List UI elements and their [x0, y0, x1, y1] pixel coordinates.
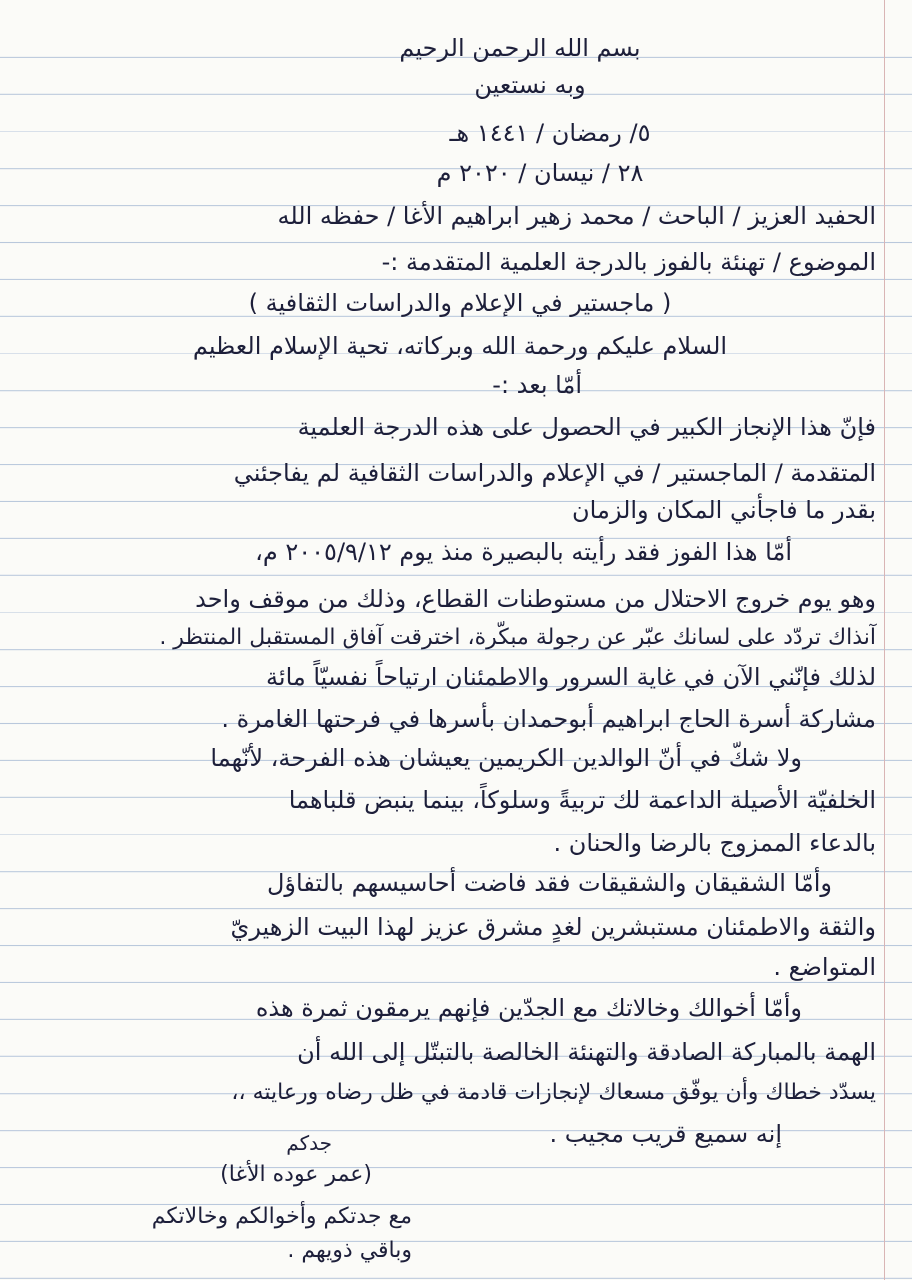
- body-line: والثقة والاطمئنان مستبشرين لغدٍ مشرق عزيز لهذا البيت الزهيريّ: [230, 913, 876, 941]
- body-line: لذلك فإنّني الآن في غاية السرور والاطمئنان ارتياحاً نفسيّاً مائة: [266, 663, 876, 691]
- opening-phrase: وبه نستعين: [474, 71, 586, 99]
- body-line: أمّا هذا الفوز فقد رأيته بالبصيرة منذ يوم ٢٠٠٥/٩/١٢ م،: [255, 538, 792, 566]
- signature-name: (عمر عوده الأغا): [220, 1162, 372, 1187]
- body-line: إنه سميع قريب مجيب .: [549, 1120, 782, 1148]
- greeting: السلام عليكم ورحمة الله وبركاته، تحية الإسلام العظيم: [192, 332, 728, 360]
- addressee: الحفيد العزيز / الباحث / محمد زهير ابراهيم الأغا / حفظه الله: [277, 202, 876, 230]
- body-line: فإنّ هذا الإنجاز الكبير في الحصول على هذه الدرجة العلمية: [297, 413, 876, 441]
- body-line: بقدر ما فاجأني المكان والزمان: [572, 496, 876, 524]
- body-line: الخلفيّة الأصيلة الداعمة لك تربيةً وسلوكاً، بينما ينبض قلباهما: [288, 786, 876, 814]
- date-hijri: ٥/ رمضان / ١٤٤١ هـ: [449, 119, 651, 147]
- body-line: المتواضع .: [773, 953, 876, 981]
- margin-line: [884, 0, 885, 1280]
- date-gregorian: ٢٨ / نيسان / ٢٠٢٠ م: [436, 159, 644, 187]
- signature-relation: جدكم: [286, 1131, 332, 1155]
- signature-with: مع جدتكم وأخوالكم وخالاتكم: [151, 1204, 412, 1229]
- body-line: المتقدمة / الماجستير / في الإعلام والدراسات الثقافية لم يفاجئني: [233, 459, 876, 487]
- body-line: مشاركة أسرة الحاج ابراهيم أبوحمدان بأسرها في فرحتها الغامرة .: [221, 705, 876, 733]
- body-line: وأمّا الشقيقان والشقيقات فقد فاضت أحاسيسهم بالتفاؤل: [266, 869, 832, 897]
- body-line: الهمة بالمباركة الصادقة والتهنئة الخالصة بالتبتّل إلى الله أن: [297, 1038, 876, 1066]
- signature-rest: وباقي ذويهم .: [287, 1238, 412, 1263]
- basmala: بسم الله الرحمن الرحيم: [399, 34, 641, 62]
- body-line: يسدّد خطاك وأن يوفّق مسعاك لإنجازات قادمة في ظل رضاه ورعايته ،،: [231, 1080, 876, 1105]
- body-line: وهو يوم خروج الاحتلال من مستوطنات القطاع، وذلك من موقف واحد: [195, 585, 876, 613]
- body-line: بالدعاء الممزوج بالرضا والحنان .: [553, 829, 876, 857]
- subject-detail: ( ماجستير في الإعلام والدراسات الثقافية ): [248, 289, 672, 317]
- body-line: وأمّا أخوالك وخالاتك مع الجدّين فإنهم يرمقون ثمرة هذه: [255, 994, 802, 1022]
- after-greeting: أمّا بعد :-: [492, 371, 582, 399]
- body-line: ولا شكّ في أنّ الوالدين الكريمين يعيشان هذه الفرحة، لأنّهما: [210, 744, 802, 772]
- body-line: آنذاك تردّد على لسانك عبّر عن رجولة مبكّرة، اخترقت آفاق المستقبل المنتظر .: [159, 625, 876, 650]
- subject: الموضوع / تهنئة بالفوز بالدرجة العلمية المتقدمة :-: [381, 248, 876, 276]
